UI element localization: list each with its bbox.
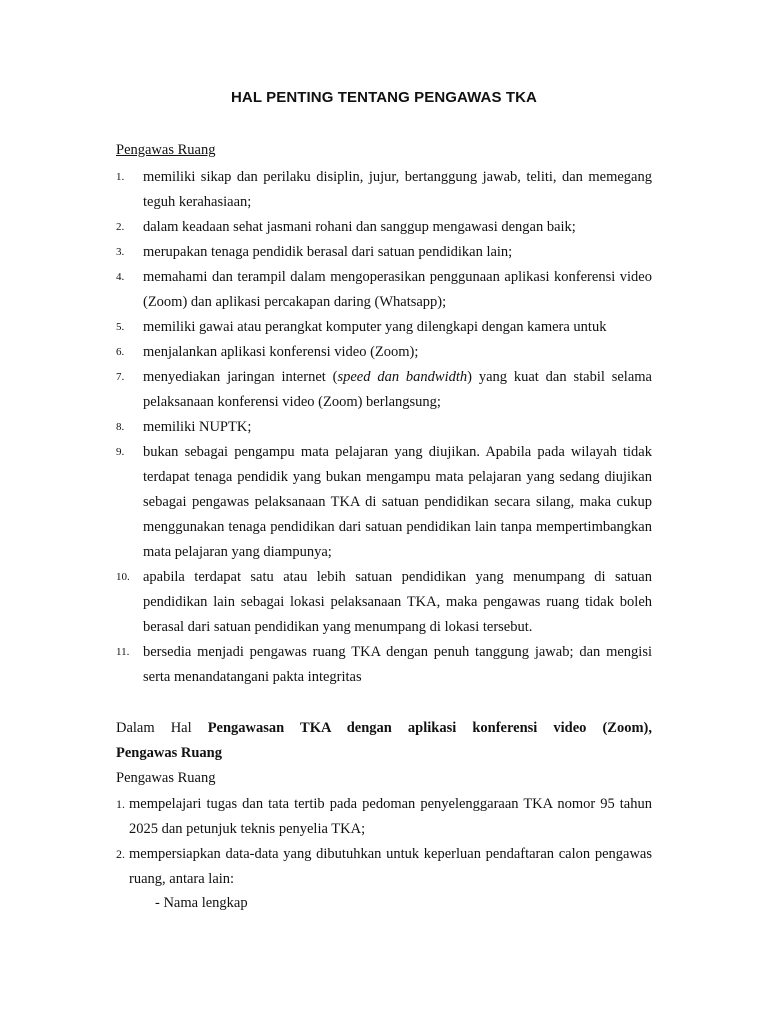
list-item: 7. menyediakan jaringan internet (speed dan bandwidth) yang kuat dan stabil selama pelaksanaan konferensi video (Zoom) berlangsung; <box>116 369 652 410</box>
list-item: 6. menjalankan aplikasi konferensi video (Zoom); <box>116 344 419 360</box>
list-item: 8. memiliki NUPTK; <box>116 419 252 435</box>
list-item: 11. bersedia menjadi pengawas ruang TKA dengan penuh tanggung jawab; dan mengisi serta menandatangani pakta integritas <box>116 644 652 685</box>
list-item: 5. memiliki gawai atau perangkat komputer yang dilengkapi dengan kamera untuk <box>116 319 607 335</box>
list-item: 1. memiliki sikap dan perilaku disiplin, jujur, bertanggung jawab, teliti, dan memegang teguh kerahasiaan; <box>116 169 652 210</box>
section2-heading: Pengawas Ruang <box>116 770 216 786</box>
list-item: 1. mempelajari tugas dan tata tertib pada pedoman penyelenggaraan TKA nomor 95 tahun 2025 dan petunjuk teknis penyelia TKA; <box>116 796 652 837</box>
requirements-list <box>116 165 652 690</box>
zoom-duties-list <box>116 792 652 892</box>
section2-intro-line2: Pengawas Ruang <box>116 745 222 761</box>
list-item: 2. mempersiapkan data-data yang dibutuhkan untuk keperluan pendaftaran calon pengawas ruang, antara lain: <box>116 846 652 887</box>
section2-intro: Dalam Hal Pengawasan TKA dengan aplikasi konferensi video (Zoom), <box>116 720 652 736</box>
list-item: 2. dalam keadaan sehat jasmani rohani dan sanggup mengawasi dengan baik; <box>116 219 576 235</box>
list-item: 3. merupakan tenaga pendidik berasal dari satuan pendidikan lain; <box>116 244 513 260</box>
list-item: 10. apabila terdapat satu atau lebih satuan pendidikan yang menumpang di satuan pendidikan lain sebagai lokasi pelaksanaan TKA, maka pengawas ruang tidak boleh berasal dari satuan pendidikan yang menumpang di lokasi tersebut. <box>116 569 652 635</box>
sub-list-item: - Nama lengkap <box>155 895 248 911</box>
italic-term: speed dan bandwidth <box>337 369 468 385</box>
list-item: 9. bukan sebagai pengampu mata pelajaran yang diujikan. Apabila pada wilayah tidak terdapat tenaga pendidik yang bukan mengampu mata pelajaran yang sedang diujikan sebagai pengawas pelaksanaan TKA di satuan pendidikan secara silang, maka cukup menggunakan tenaga pendidikan dari satuan pendidikan lain tanpa mempertimbangkan mata pelajaran yang diampunya; <box>116 444 652 560</box>
list-item: 4. memahami dan terampil dalam mengoperasikan penggunaan aplikasi konferensi video (Zoom) dan aplikasi percakapan daring (Whatsapp); <box>116 269 652 310</box>
page-title: HAL PENTING TENTANG PENGAWAS TKA <box>231 89 537 106</box>
section1-heading: Pengawas Ruang <box>116 142 216 158</box>
